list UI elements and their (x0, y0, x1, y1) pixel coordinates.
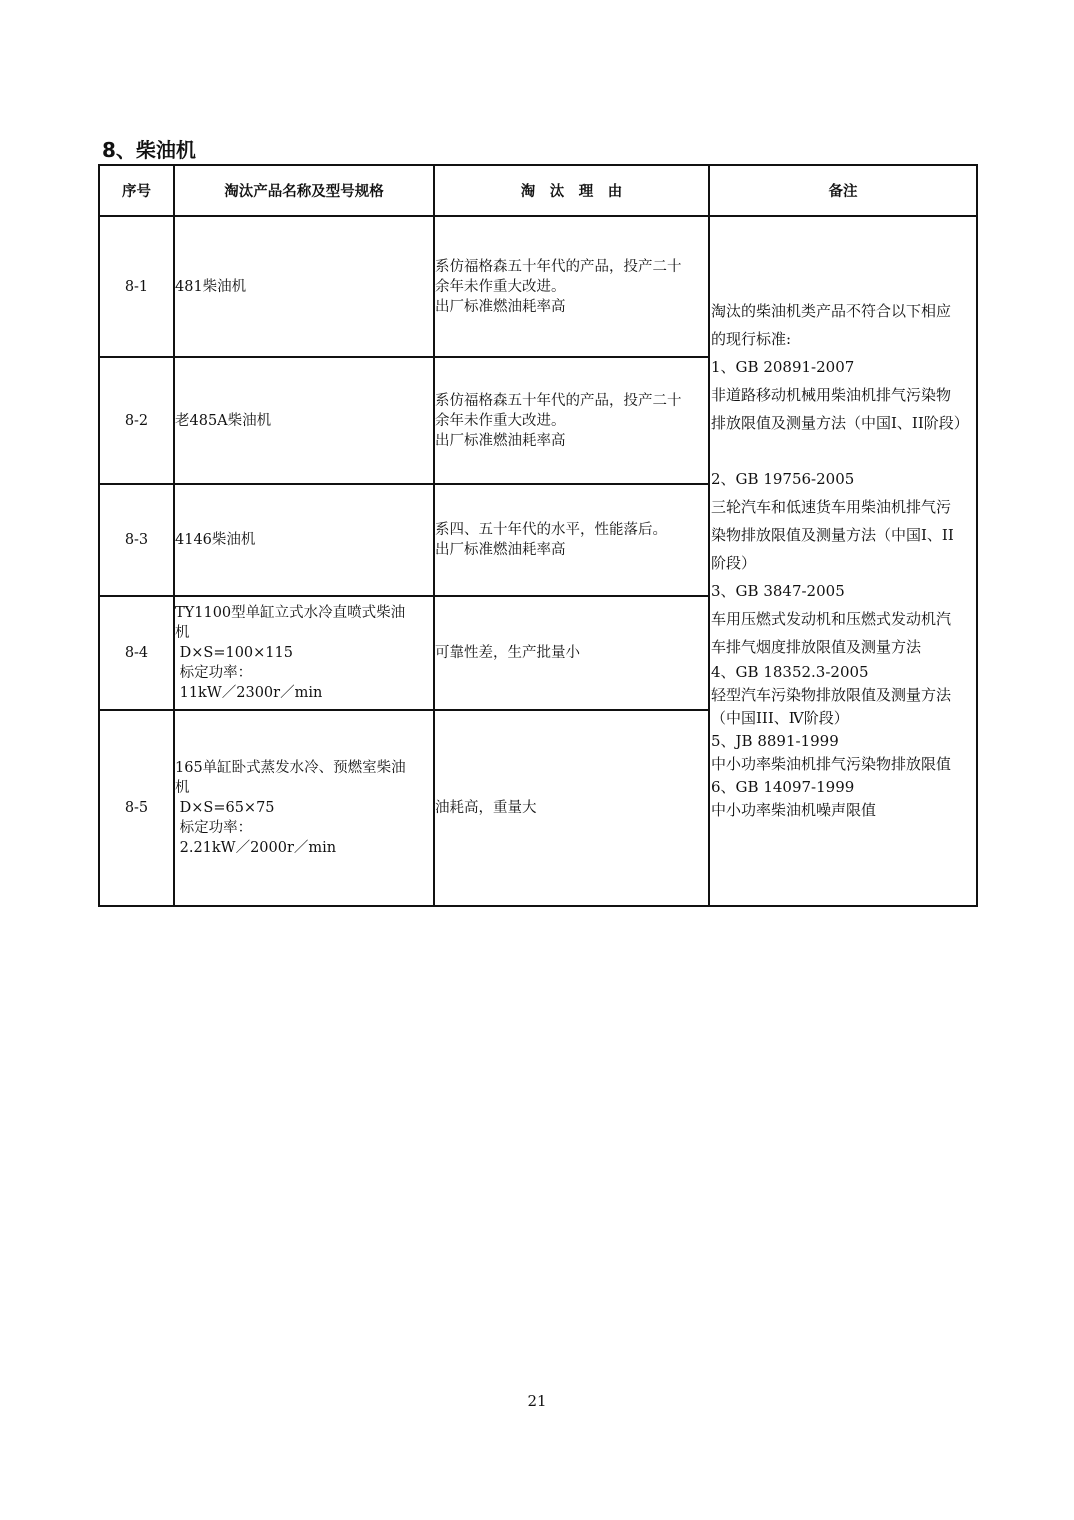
product-spec-line: 标定功率： (175, 665, 253, 681)
row-reason (434, 596, 709, 710)
row-reason (434, 357, 709, 484)
reason-line: 油耗高，重量大 (435, 800, 537, 816)
reason-line: 出厂标准燃油耗率高 (435, 542, 566, 558)
row-reason (434, 216, 709, 357)
row-seq: 8-4 (99, 596, 174, 710)
standard-5-code: 5、JB 8891-1999 (711, 732, 839, 750)
standard-4-title: 轻型汽车污染物排放限值及测量方法 (711, 686, 952, 704)
product-name-line: 机 (175, 780, 190, 796)
reason-line: 系仿福格森五十年代的产品，投产二十 (435, 258, 682, 275)
row-product-name (174, 216, 434, 357)
product-name-line: 4146柴油机 (175, 532, 256, 548)
standard-2-title: 阶段） (711, 554, 757, 572)
product-spec-line: D×S=100×115 (175, 645, 293, 661)
standard-6-code: 6、GB 14097-1999 (711, 778, 855, 796)
standard-4-title: （中国III、Ⅳ阶段） (711, 709, 849, 727)
header-seq: 序号 (99, 165, 174, 216)
reason-line: 余年未作重大改进。 (435, 412, 566, 429)
reason-line: 出厂标准燃油耗率高 (435, 432, 566, 449)
header-remark: 备注 (709, 165, 977, 216)
product-spec-line: 11kW／2300r／min (175, 685, 323, 701)
standard-1-title: 排放限值及测量方法（中国I、II阶段） (711, 414, 969, 432)
product-spec-line: 2.21kW／2000r／min (175, 840, 337, 856)
row-seq: 8-2 (99, 357, 174, 484)
row-product-name (174, 710, 434, 906)
product-name-line: 机 (175, 625, 190, 641)
remark-cell (709, 216, 977, 906)
reason-line: 出厂标准燃油耗率高 (435, 298, 566, 315)
product-spec-line: D×S=65×75 (175, 800, 275, 816)
remark-spacer (710, 437, 976, 465)
product-name-line: 老485A柴油机 (175, 412, 272, 429)
standard-1-code: 1、GB 20891-2007 (711, 358, 855, 376)
standard-3-title: 车排气烟度排放限值及测量方法 (711, 638, 922, 656)
row-seq: 8-1 (99, 216, 174, 357)
header-name: 淘汰产品名称及型号规格 (174, 165, 434, 216)
standard-6-title: 中小功率柴油机噪声限值 (711, 801, 877, 819)
reason-line: 可靠性差，生产批量小 (435, 645, 580, 661)
standard-3-title: 车用压燃式发动机和压燃式发动机汽 (711, 610, 952, 628)
standard-2-title: 染物排放限值及测量方法（中国I、II (711, 526, 954, 544)
standard-2-code: 2、GB 19756-2005 (711, 470, 855, 488)
reason-line: 系仿福格森五十年代的产品，投产二十 (435, 392, 682, 409)
page-number: 21 (527, 1392, 547, 1410)
standard-4-code: 4、GB 18352.3-2005 (711, 663, 869, 681)
standard-3-code: 3、GB 3847-2005 (711, 582, 845, 600)
standard-1-title: 非道路移动机械用柴油机排气污染物 (711, 386, 952, 404)
row-seq: 8-3 (99, 484, 174, 596)
product-name-line: 165单缸卧式蒸发水冷、预燃室柴油 (175, 760, 406, 776)
reason-line: 系四、五十年代的水平，性能落后。 (435, 522, 667, 538)
row-seq: 8-5 (99, 710, 174, 906)
row-product-name (174, 596, 434, 710)
product-spec-line: 标定功率： (175, 820, 253, 836)
row-product-name (174, 357, 434, 484)
eliminated-products-table (98, 164, 978, 907)
section-title: 8、柴油机 (102, 138, 196, 162)
header-reason: 淘 汰 理 由 (434, 165, 709, 216)
product-name-line: TY1100型单缸立式水冷直喷式柴油 (175, 605, 406, 621)
standard-5-title: 中小功率柴油机排气污染物排放限值 (711, 755, 952, 773)
standard-2-title: 三轮汽车和低速货车用柴油机排气污 (711, 498, 952, 516)
remark-content (710, 297, 976, 822)
product-name-line: 481柴油机 (175, 278, 247, 295)
row-product-name (174, 484, 434, 596)
reason-line: 余年未作重大改进。 (435, 278, 566, 295)
row-reason (434, 484, 709, 596)
remark-intro-line: 的现行标准: (711, 330, 792, 348)
table-header-row (99, 165, 977, 216)
row-reason (434, 710, 709, 906)
table-row (99, 216, 977, 357)
remark-intro-line: 淘汰的柴油机类产品不符合以下相应 (711, 302, 952, 320)
